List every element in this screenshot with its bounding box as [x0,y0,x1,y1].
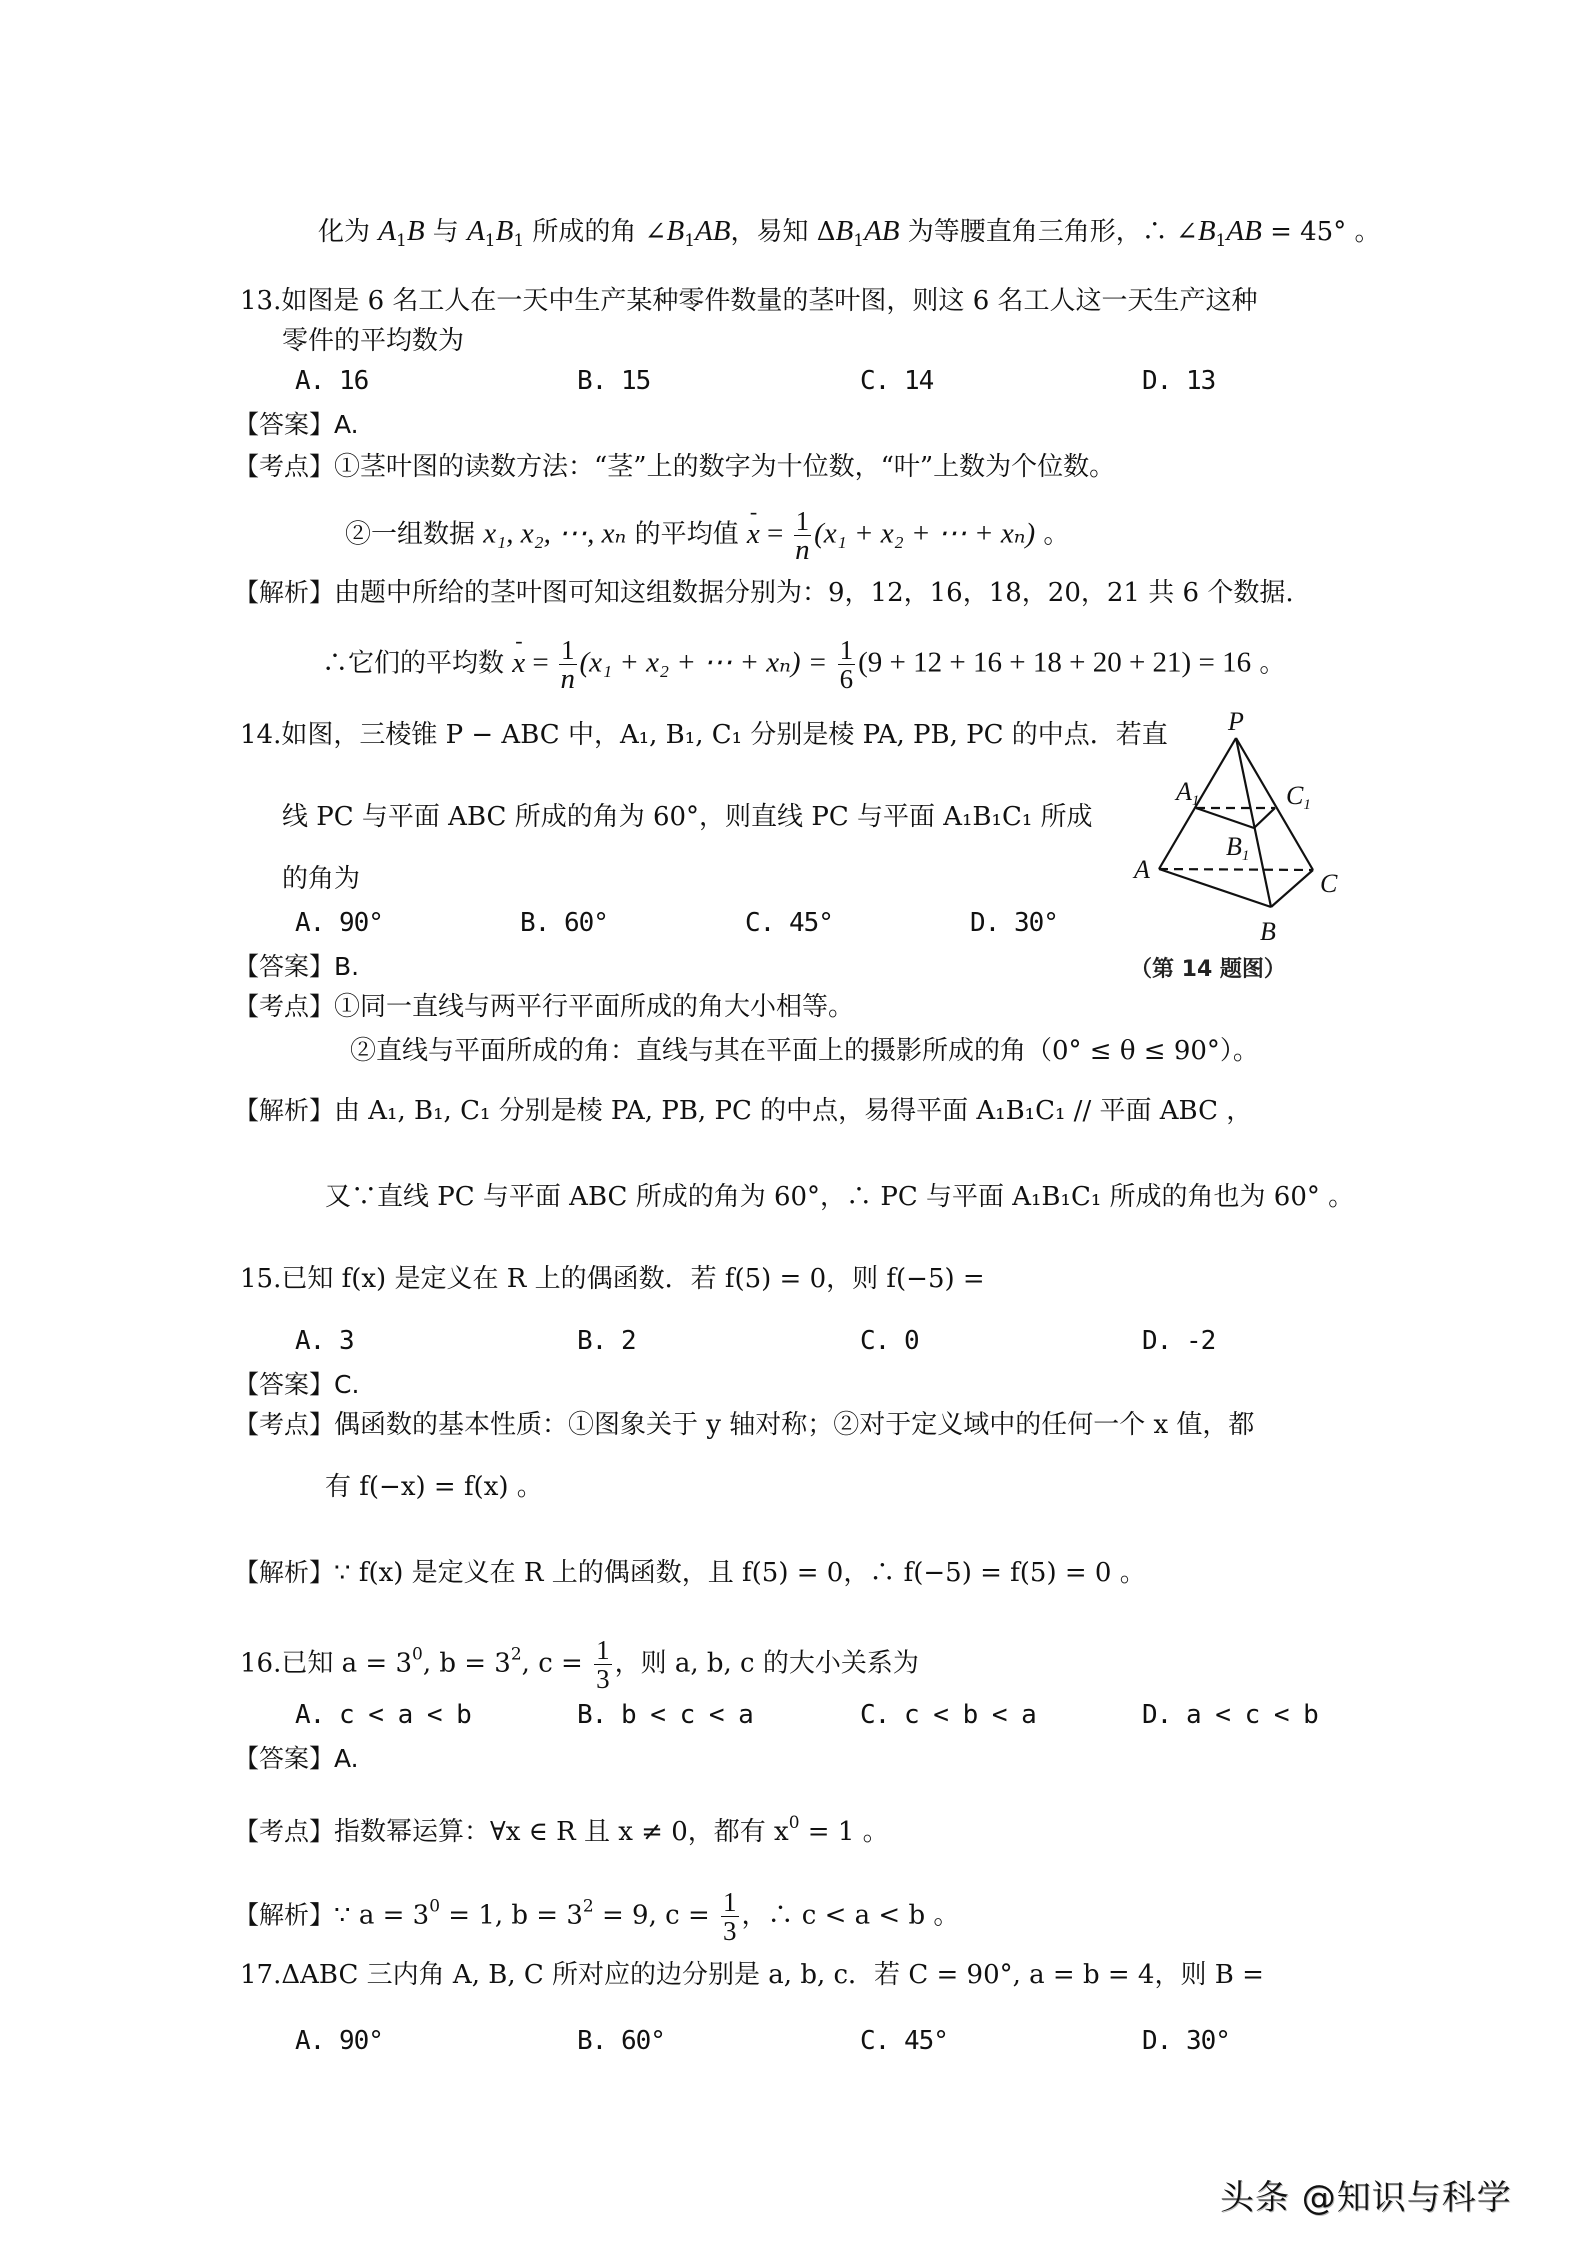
math: = [525,646,556,679]
label-b: B [1260,917,1276,946]
q15-option-d: D. -2 [1142,1326,1216,1356]
denominator: n [560,663,575,695]
figure-caption: （第 14 题图） [1130,957,1286,982]
jiexi-text: ，∴ c < a < b 。 [741,1900,960,1931]
stem-text: 已知 f(x) 是定义在 R 上的偶函数．若 f(5) = 0，则 f(−5) = [281,1264,985,1294]
q13-option-c: C. 14 [860,366,934,396]
q14-stem-line1 [240,718,1168,752]
q13-option-a: A. 16 [295,366,369,396]
fraction [838,636,856,693]
question-number: 16. [240,1648,282,1679]
q16-jiexi [234,1888,959,1945]
math: = [759,517,791,550]
jiexi-text: 由 A₁, B₁, C₁ 分别是棱 PA, PB, PC 的中点，易得平面 A₁B₁C₁ // 平面 ABC ， [334,1096,1253,1126]
math: (9 + 12 + 16 + 18 + 20 + 21) = 16 [858,646,1252,679]
q15-option-b: B. 2 [577,1326,636,1356]
q14-stem-line2: 线 PC 与平面 ABC 所成的角为 60°，则直线 PC 与平面 A₁B₁C₁ 所成 [282,802,1093,832]
jiexi-tag: 【解析】 [234,1900,335,1930]
kaodian-text: = 1 。 [799,1817,889,1847]
numerator: 1 [596,1635,610,1665]
q14-jiexi-1 [234,1094,1252,1128]
stem-text: ，则 a, b, c 的大小关系为 [614,1648,919,1679]
kaodian-text: 指数幂运算：∀x ∈ R 且 x ≠ 0，都有 x [334,1817,789,1847]
q15-option-c: C. 0 [860,1326,919,1356]
subscript: 1 [513,231,525,251]
jiexi-tag: 【解析】 [234,1558,335,1587]
q15-stem [240,1262,985,1296]
prev-solution-tail [318,214,1380,258]
text: 。 [1251,648,1286,679]
jiexi-tag: 【解析】 [234,1096,335,1125]
denominator: n [795,534,810,566]
q15-option-a: A. 3 [295,1326,354,1356]
text: 的平均值 [626,519,747,550]
fraction [594,1636,612,1693]
q13-option-d: D. 13 [1142,366,1216,396]
q14-jiexi-2: 又∵直线 PC 与平面 ABC 所成的角为 60°，∴ PC 与平面 A₁B₁C₁ 所成的角也为 60° 。 [325,1182,1355,1212]
subscript: 1 [484,231,496,251]
q13-stem-line2: 零件的平均数为 [282,326,465,356]
superscript: 0 [429,1896,441,1917]
jiexi-text: 由题中所给的茎叶图可知这组数据分别为：9，12，16，18，20，21 共 6 个数据. [334,578,1294,608]
question-number: 15. [240,1264,282,1294]
subscript: 1 [395,231,407,251]
math: B [666,215,685,247]
jiexi-text: = 1, b = 3 [440,1900,583,1931]
q16-option-d: D. a < c < b [1142,1700,1318,1730]
stem-text: 已知 a = 3 [281,1648,412,1679]
jiexi-text: = 9, c = [593,1900,718,1931]
text: 与 [424,217,468,247]
math: B [835,215,854,247]
q14-option-a: A. 90° [295,908,383,938]
q16-option-c: C. c < b < a [860,1700,1036,1730]
label-c: C [1320,869,1338,898]
kaodian-tag: 【考点】 [234,452,335,481]
text: 为等腰直角三角形，∴ ∠ [899,217,1198,247]
q13-stem-line1 [240,284,1258,318]
q16-option-a: A. c < a < b [295,1700,471,1730]
text: ∴它们的平均数 [322,648,513,679]
math: B [495,215,514,247]
denominator: 6 [839,664,854,694]
q17-option-b: B. 60° [577,2026,665,2056]
stem-text: , c = [521,1648,592,1679]
stem-text: , b = 3 [422,1648,511,1679]
math: x₁, x₂, ⋯, xₙ [483,517,627,550]
q14-option-d: D. 30° [970,908,1058,938]
q13-jiexi-2 [322,636,1285,693]
q17-option-c: C. 45° [860,2026,948,2056]
subscript: 1 [1215,231,1227,251]
numerator: 1 [795,506,810,536]
kaodian-text: ①茎叶图的读数方法：“茎”上的数字为十位数，“叶”上数为个位数。 [334,452,1116,482]
q13-answer [234,408,359,442]
subscript: 1 [853,231,865,251]
stem-text: ΔABC 三内角 A, B, C 所对应的边分别是 a, b, c．若 C = 90°, a = b = 4，则 B = [281,1960,1264,1990]
math: B [406,215,425,247]
text: ②一组数据 [345,519,484,550]
q13-kaodian-1 [234,450,1115,484]
q16-answer [234,1742,359,1776]
answer-value: B. [334,952,360,981]
math: A [378,215,396,247]
stem-text: 如图，三棱锥 P − ABC 中，A₁, B₁, C₁ 分别是棱 PA, PB, PC 的中点．若直 [281,720,1168,750]
q17-option-d: D. 30° [1142,2026,1230,2056]
q14-kaodian-2: ②直线与平面所成的角：直线与其在平面上的摄影所成的角（0° ≤ θ ≤ 90°）。 [350,1036,1259,1066]
text: ，易知 Δ [730,217,836,247]
q14-stem-line3: 的角为 [282,864,361,894]
question-number: 14. [240,720,282,750]
superscript: 2 [510,1644,522,1665]
jiexi-tag: 【解析】 [234,578,335,607]
math: B [1197,215,1216,247]
q15-jiexi-1 [234,1556,1146,1590]
triangular-pyramid-diagram [1120,700,1370,990]
q16-stem [240,1636,919,1693]
q13-kaodian-2 [345,507,1069,564]
q14-option-b: B. 60° [520,908,608,938]
q15-kaodian-2: 有 f(−x) = f(x) 。 [325,1472,543,1502]
answer-value: C. [334,1370,360,1399]
superscript: 2 [582,1896,594,1917]
kaodian-tag: 【考点】 [234,1817,335,1846]
label-a: A [1134,855,1150,884]
superscript: 0 [411,1644,423,1665]
label-c1: C1 [1286,781,1311,813]
q13-jiexi-1 [234,576,1294,610]
watermark: 头条 @知识与科学 [1220,2178,1512,2218]
q14-option-c: C. 45° [745,908,833,938]
denominator: 3 [596,1664,610,1694]
pyramid-figure [1120,700,1370,990]
stem-text: 如图是 6 名工人在一天中生产某种零件数量的茎叶图，则这 6 名工人这一天生产这种 [281,286,1258,316]
label-b1: B1 [1226,832,1250,864]
math-xbar: - x [512,646,525,680]
kaodian-tag: 【考点】 [234,992,335,1021]
question-number: 13. [240,286,282,316]
q15-kaodian-1 [234,1408,1254,1442]
math: AB [695,215,731,247]
q14-answer [234,950,359,984]
fraction [794,507,812,564]
math: AB [1226,215,1262,247]
superscript: 0 [788,1813,800,1833]
math: AB [864,215,900,247]
answer-tag: 【答案】 [234,1744,335,1773]
kaodian-text: 偶函数的基本性质：①图象关于 y 轴对称；②对于定义域中的任何一个 x 值，都 [334,1410,1255,1440]
math-xbar: - x [747,517,760,551]
answer-tag: 【答案】 [234,410,335,439]
denominator: 3 [723,1916,737,1946]
numerator: 1 [839,635,854,665]
answer-tag: 【答案】 [234,952,335,981]
answer-value: A. [334,1744,359,1773]
q14-kaodian-1 [234,990,854,1024]
kaodian-tag: 【考点】 [234,1410,335,1439]
jiexi-text: ∵ a = 3 [334,1900,430,1931]
fraction [559,636,577,693]
label-a1: A1 [1176,777,1200,809]
fraction [721,1888,739,1945]
text: 所成的角 ∠ [524,217,667,247]
numerator: 1 [561,635,575,665]
question-number: 17. [240,1960,282,1990]
text: 化为 [318,217,379,247]
math: (x₁ + x₂ + ⋯ + xₙ) = [579,646,835,679]
answer-tag: 【答案】 [234,1370,335,1399]
jiexi-text: ∵ f(x) 是定义在 R 上的偶函数，且 f(5) = 0，∴ f(−5) = f(5) = 0 。 [334,1558,1146,1588]
math: (x₁ + x₂ + ⋯ + xₙ) [814,517,1036,550]
kaodian-text: ①同一直线与两平行平面所成的角大小相等。 [334,992,855,1022]
text: = 45° 。 [1261,217,1381,247]
q16-kaodian [234,1806,889,1849]
math: A [467,215,485,247]
label-p: P [1228,707,1244,736]
q15-answer [234,1368,359,1402]
numerator: 1 [723,1887,737,1917]
answer-value: A. [334,410,359,439]
subscript: 1 [684,231,696,251]
q17-option-a: A. 90° [295,2026,383,2056]
q16-option-b: B. b < c < a [577,1700,753,1730]
q13-option-b: B. 15 [577,366,651,396]
text: 。 [1035,519,1070,550]
q17-stem [240,1958,1264,1992]
